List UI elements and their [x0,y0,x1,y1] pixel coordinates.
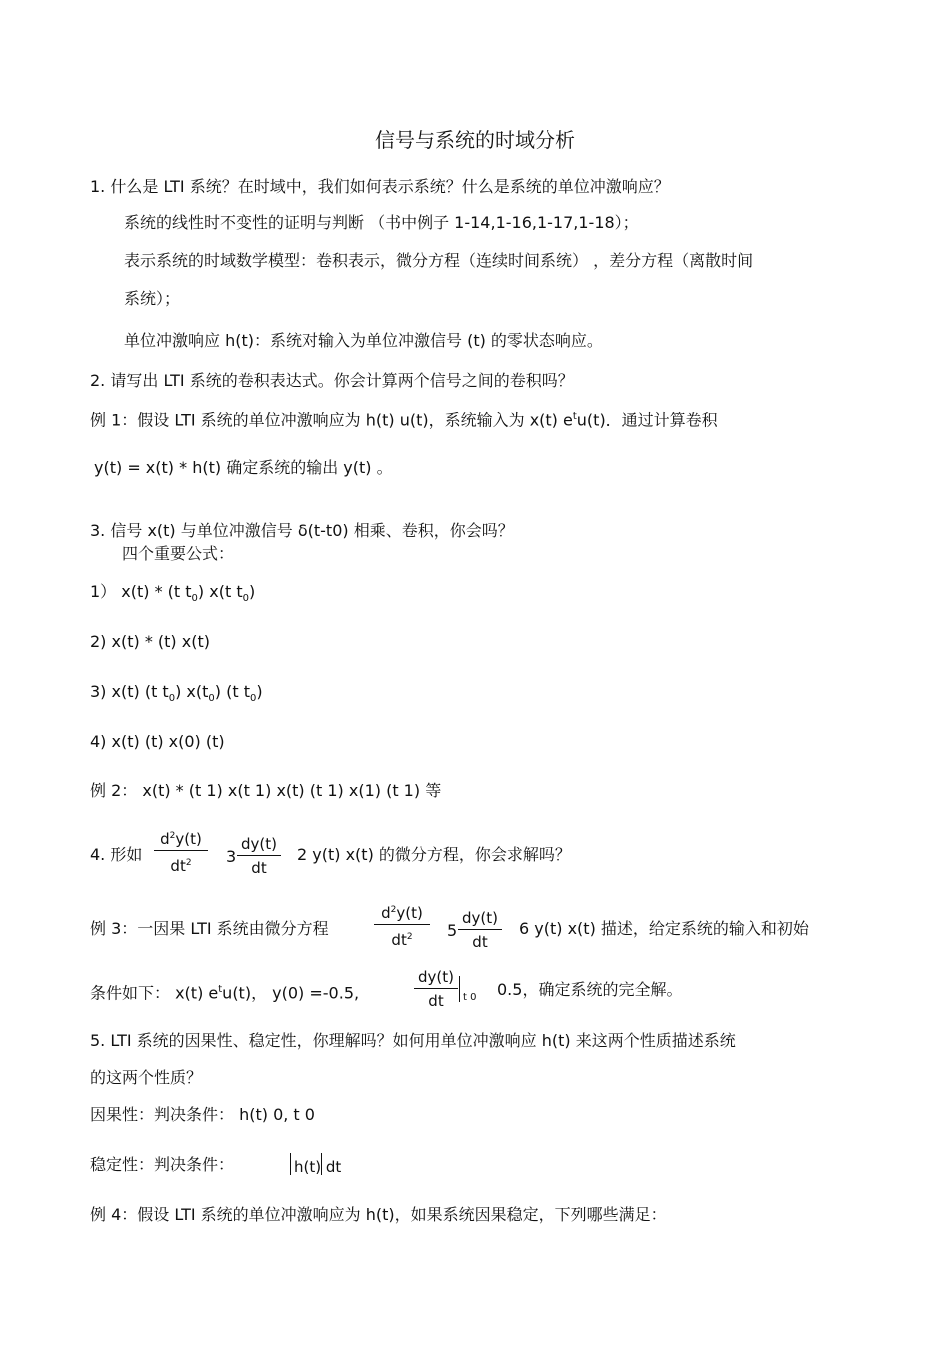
formula-4: 4) x(t) (t) x(0) (t) [90,732,225,751]
ex3-second-derivative [374,901,430,949]
dt: dt [472,933,488,951]
exponent: t [218,984,223,995]
dt: dt [170,857,186,875]
stability-label: 稳定性：判决条件： [90,1155,235,1174]
formula-3-a: 3) x(t) (t t [90,682,169,701]
exponent: 2 [406,932,413,942]
example-3-line-2-tail: 0.5，确定系统的完全解。 [497,980,683,999]
question-4-prefix: 4. 形如 [90,845,143,864]
q1-line-models-cont: 系统）； [124,289,181,308]
ex3-first-derivative [458,909,502,951]
example-4: 例 4：假设 LTI 系统的单位冲激响应为 h(t)，如果系统因果稳定，下列哪些满足： [90,1205,667,1224]
formula-1: 1） x(t) * (t $t_0$) x(t $t_0$) [90,582,256,605]
formula-1-b: ) x(t t [197,582,243,601]
y-of-t: y(t) [175,830,202,848]
dt: dt [251,859,267,877]
formula-3-c: ) (t t [214,682,250,701]
dy-of-t: dy(t) [462,909,498,927]
formula-1-a: 1） x(t) * (t t [90,582,192,601]
initial-conditions-b: u(t)， y(0) =-0.5, [222,983,360,1003]
first-derivative-fraction [237,835,281,877]
dt: dt [391,931,407,949]
q1-line-linearity: 系统的线性时不变性的证明与判断 （书中例子 1-14,1-16,1-17,1-18）； [124,213,639,232]
dy-of-t: dy(t) [241,835,277,853]
coefficient-3: 3 [226,847,237,866]
example-1-line-2: y(t) = x(t) * h(t) 确定系统的输出 y(t) 。 [94,458,393,477]
example-1-line-1 [90,407,718,430]
example-3-suffix: 6 y(t) x(t) 描述，给定系统的输入和初始 [519,919,809,938]
formula-subtitle: 四个重要公式： [122,544,235,563]
question-2: 2. 请写出 LTI 系统的卷积表达式。你会计算两个信号之间的卷积吗？ [90,371,574,390]
formula-3: 3) x(t) (t $t_0$) $x(t_0)$ (t $t_0$) [90,682,263,705]
question-3: 3. 信号 x(t) 与单位冲激信号 δ(t-t0) 相乘、卷积，你会吗？ [90,521,514,540]
question-5-cont: 的这两个性质？ [90,1068,203,1087]
formula-2: 2) x(t) * (t) x(t) [90,632,210,651]
example-3-line-2 [90,980,359,1003]
evaluation-bar [459,976,460,1002]
evaluation-point: t 0 [463,992,477,1003]
question-4-suffix: 2 y(t) x(t) 的微分方程，你会求解吗？ [297,845,571,864]
abs-bar-right [321,1153,322,1175]
q1-line-impulse-response: 单位冲激响应 h(t)：系统对输入为单位冲激信号 (t) 的零状态响应。 [124,331,603,350]
stability-expression: h(t) dt [294,1158,342,1176]
subscript: 0 [249,693,257,705]
initial-conditions-a: 条件如下： x(t) e [90,983,219,1003]
q1-line-models: 表示系统的时域数学模型：卷积表示，微分方程（连续时间系统） ，差分方程（离散时间 [124,251,754,270]
formula-3-b: ) x(t [175,682,209,701]
exponent: 2 [185,858,192,868]
d: d [160,830,170,848]
example-1-text: 例 1：假设 LTI 系统的单位冲激响应为 h(t) u(t)，系统输入为 x(t) e [90,410,573,430]
dy-of-t: dy(t) [418,968,454,986]
d: d [381,904,391,922]
question-1: 1. 什么是 LTI 系统？在时域中，我们如何表示系统？什么是系统的单位冲激响应？ [90,177,670,196]
question-5: 5. LTI 系统的因果性、稳定性，你理解吗？如何用单位冲激响应 h(t) 来这两个性质描述系统 [90,1031,736,1050]
exponent: 2 [169,831,176,841]
second-derivative-fraction [154,827,208,875]
subscript: 0 [168,693,176,705]
subscript: 0 [191,593,198,605]
example-2: 例 2： x(t) * (t 1) x(t 1) x(t) (t 1) x(1) (t 1) 等 [90,781,442,800]
exponent: t [572,411,577,422]
causality-condition: 因果性：判决条件： h(t) 0, t 0 [90,1105,315,1124]
dt: dt [428,992,444,1010]
subscript: 0 [242,593,249,605]
page-title: 信号与系统的时域分析 [375,128,575,152]
example-3-prefix: 例 3：一因果 LTI 系统由微分方程 [90,919,329,938]
subscript: 0 [208,693,215,705]
y-of-t: y(t) [396,904,423,922]
ex3-initial-derivative [414,968,458,1010]
coefficient-5: 5 [447,921,458,940]
exponent: 2 [390,905,397,915]
example-1-tail: u(t)．通过计算卷积 [576,410,718,430]
abs-bar-left [290,1153,291,1175]
